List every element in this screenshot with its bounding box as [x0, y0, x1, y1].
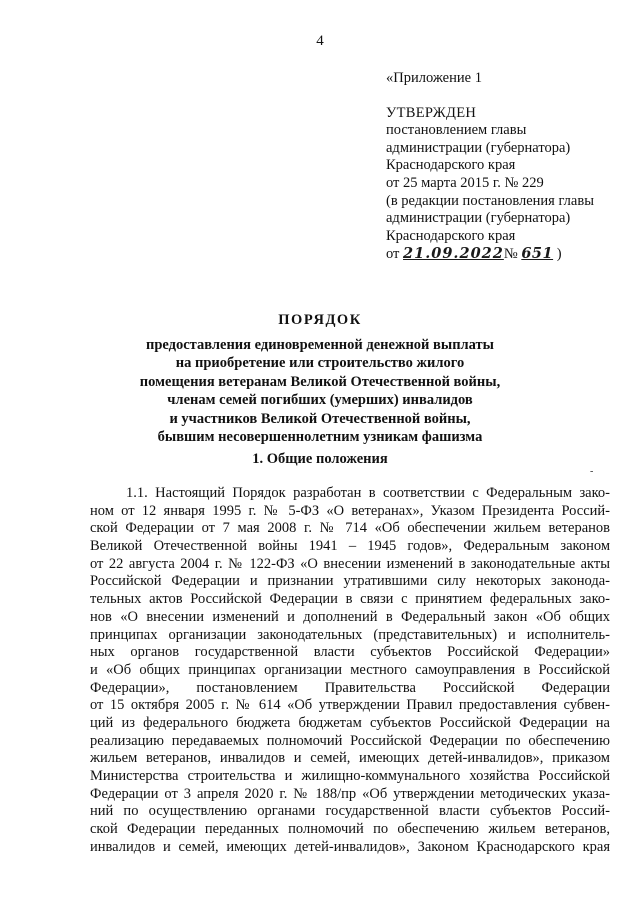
appendix-label: «Приложение 1 — [386, 70, 482, 86]
title-line: на приобретение или строительство жилого — [175, 355, 465, 371]
title-line: и участников Великой Отечественной войны, — [169, 410, 471, 427]
approval-line: Краснодарского края — [386, 157, 516, 174]
body-line: ций из федерального бюджета бюджетам субъектов Российской Федерации на — [90, 714, 610, 731]
body-line: ных органов государственной власти субъектов Российской Федерации» — [90, 644, 610, 661]
approval-line: (в редакции постановления главы — [386, 192, 594, 209]
handwritten-number: 651 — [521, 245, 554, 263]
body-line: принципах организации законодательных (представительных) и исполнитель- — [90, 626, 610, 643]
closing-paren: ) — [553, 246, 562, 263]
approval-line: постановлением главы — [386, 122, 527, 139]
title-line: бывшим несовершеннолетним узникам фашизма — [157, 429, 483, 445]
date-prefix: от — [386, 246, 404, 263]
section-heading: 1. Общие положения — [252, 451, 388, 467]
body-line: от 22 августа 2004 г. № 122-ФЗ «О внесении изменений в законодательные акты — [90, 555, 610, 572]
stray-mark: - — [590, 466, 594, 477]
body-line: ской Федерации переданных полномочий по обеспечению жильем ветеранов, — [90, 821, 610, 838]
body-line: Федерации от 3 апреля 2020 г. № 188/пр «Об утверждении методических указа- — [90, 785, 610, 802]
body-line: тельных актов Российской Федерации в связи с принятием федеральных зако- — [90, 591, 610, 608]
handwritten-date: 21.09.2022 — [403, 245, 504, 263]
body-line: ний по осуществлению органами государственной власти субъектов Россий- — [90, 803, 610, 820]
body-line: Министерства строительства и жилищно-коммунального хозяйства Российской — [90, 768, 610, 784]
body-paragraph — [90, 485, 610, 856]
document-title-block — [0, 311, 640, 447]
title-line: помещения ветеранам Великой Отечественной войны, — [139, 373, 501, 390]
body-line: от 15 октября 2005 г. № 614 «Об утверждении Правил предоставления субвен- — [90, 697, 610, 714]
body-line: 1.1. Настоящий Порядок разработан в соответствии с Федеральным зако- — [126, 485, 610, 501]
page-number: 4 — [316, 33, 324, 49]
body-line: жильем ветеранов, инвалидов и семей, имеющих детей-инвалидов», приказом — [90, 750, 610, 767]
body-line: реализацию передаваемых полномочий Российской Федерации по обеспечению — [90, 732, 610, 749]
approval-last-line — [386, 245, 626, 264]
body-line: Великой Отечественной войны 1941 – 1945 годов», Федеральным законом — [90, 538, 610, 555]
approval-line: от 25 марта 2015 г. № 229 — [386, 174, 544, 191]
approval-line: Краснодарского края — [386, 227, 516, 244]
body-line: нов «О внесении изменений и дополнений в Федеральный закон «Об общих — [90, 608, 610, 625]
title-line: членам семей погибших (умерших) инвалидов — [167, 392, 473, 408]
title-line: предоставления единовременной денежной выплаты — [146, 336, 494, 353]
approved-label: УТВЕРЖДЕН — [386, 104, 477, 121]
body-line: и «Об общих принципах организации местного самоуправления в Российской — [90, 661, 610, 678]
number-sign: № — [503, 246, 522, 263]
body-line: инвалидов и семей, имеющих детей-инвалидов», Законом Краснодарского края — [90, 838, 610, 855]
body-line: ном от 12 января 1995 г. № 5-ФЗ «О ветеранах», Указом Президента Россий- — [90, 502, 610, 519]
approval-stamp-block — [386, 70, 626, 264]
approval-line: администрации (губернатора) — [386, 210, 571, 227]
body-line: ской Федерации от 7 мая 2008 г. № 714 «Об обеспечении жильем ветеранов — [90, 520, 610, 537]
approval-line: администрации (губернатора) — [386, 139, 571, 156]
document-title: ПОРЯДОК — [278, 312, 362, 328]
body-line: Федерации», постановлением Правительства Российской Федерации — [90, 679, 610, 696]
body-line: Российской Федерации и признании утратившими силу некоторых законода- — [90, 573, 610, 590]
